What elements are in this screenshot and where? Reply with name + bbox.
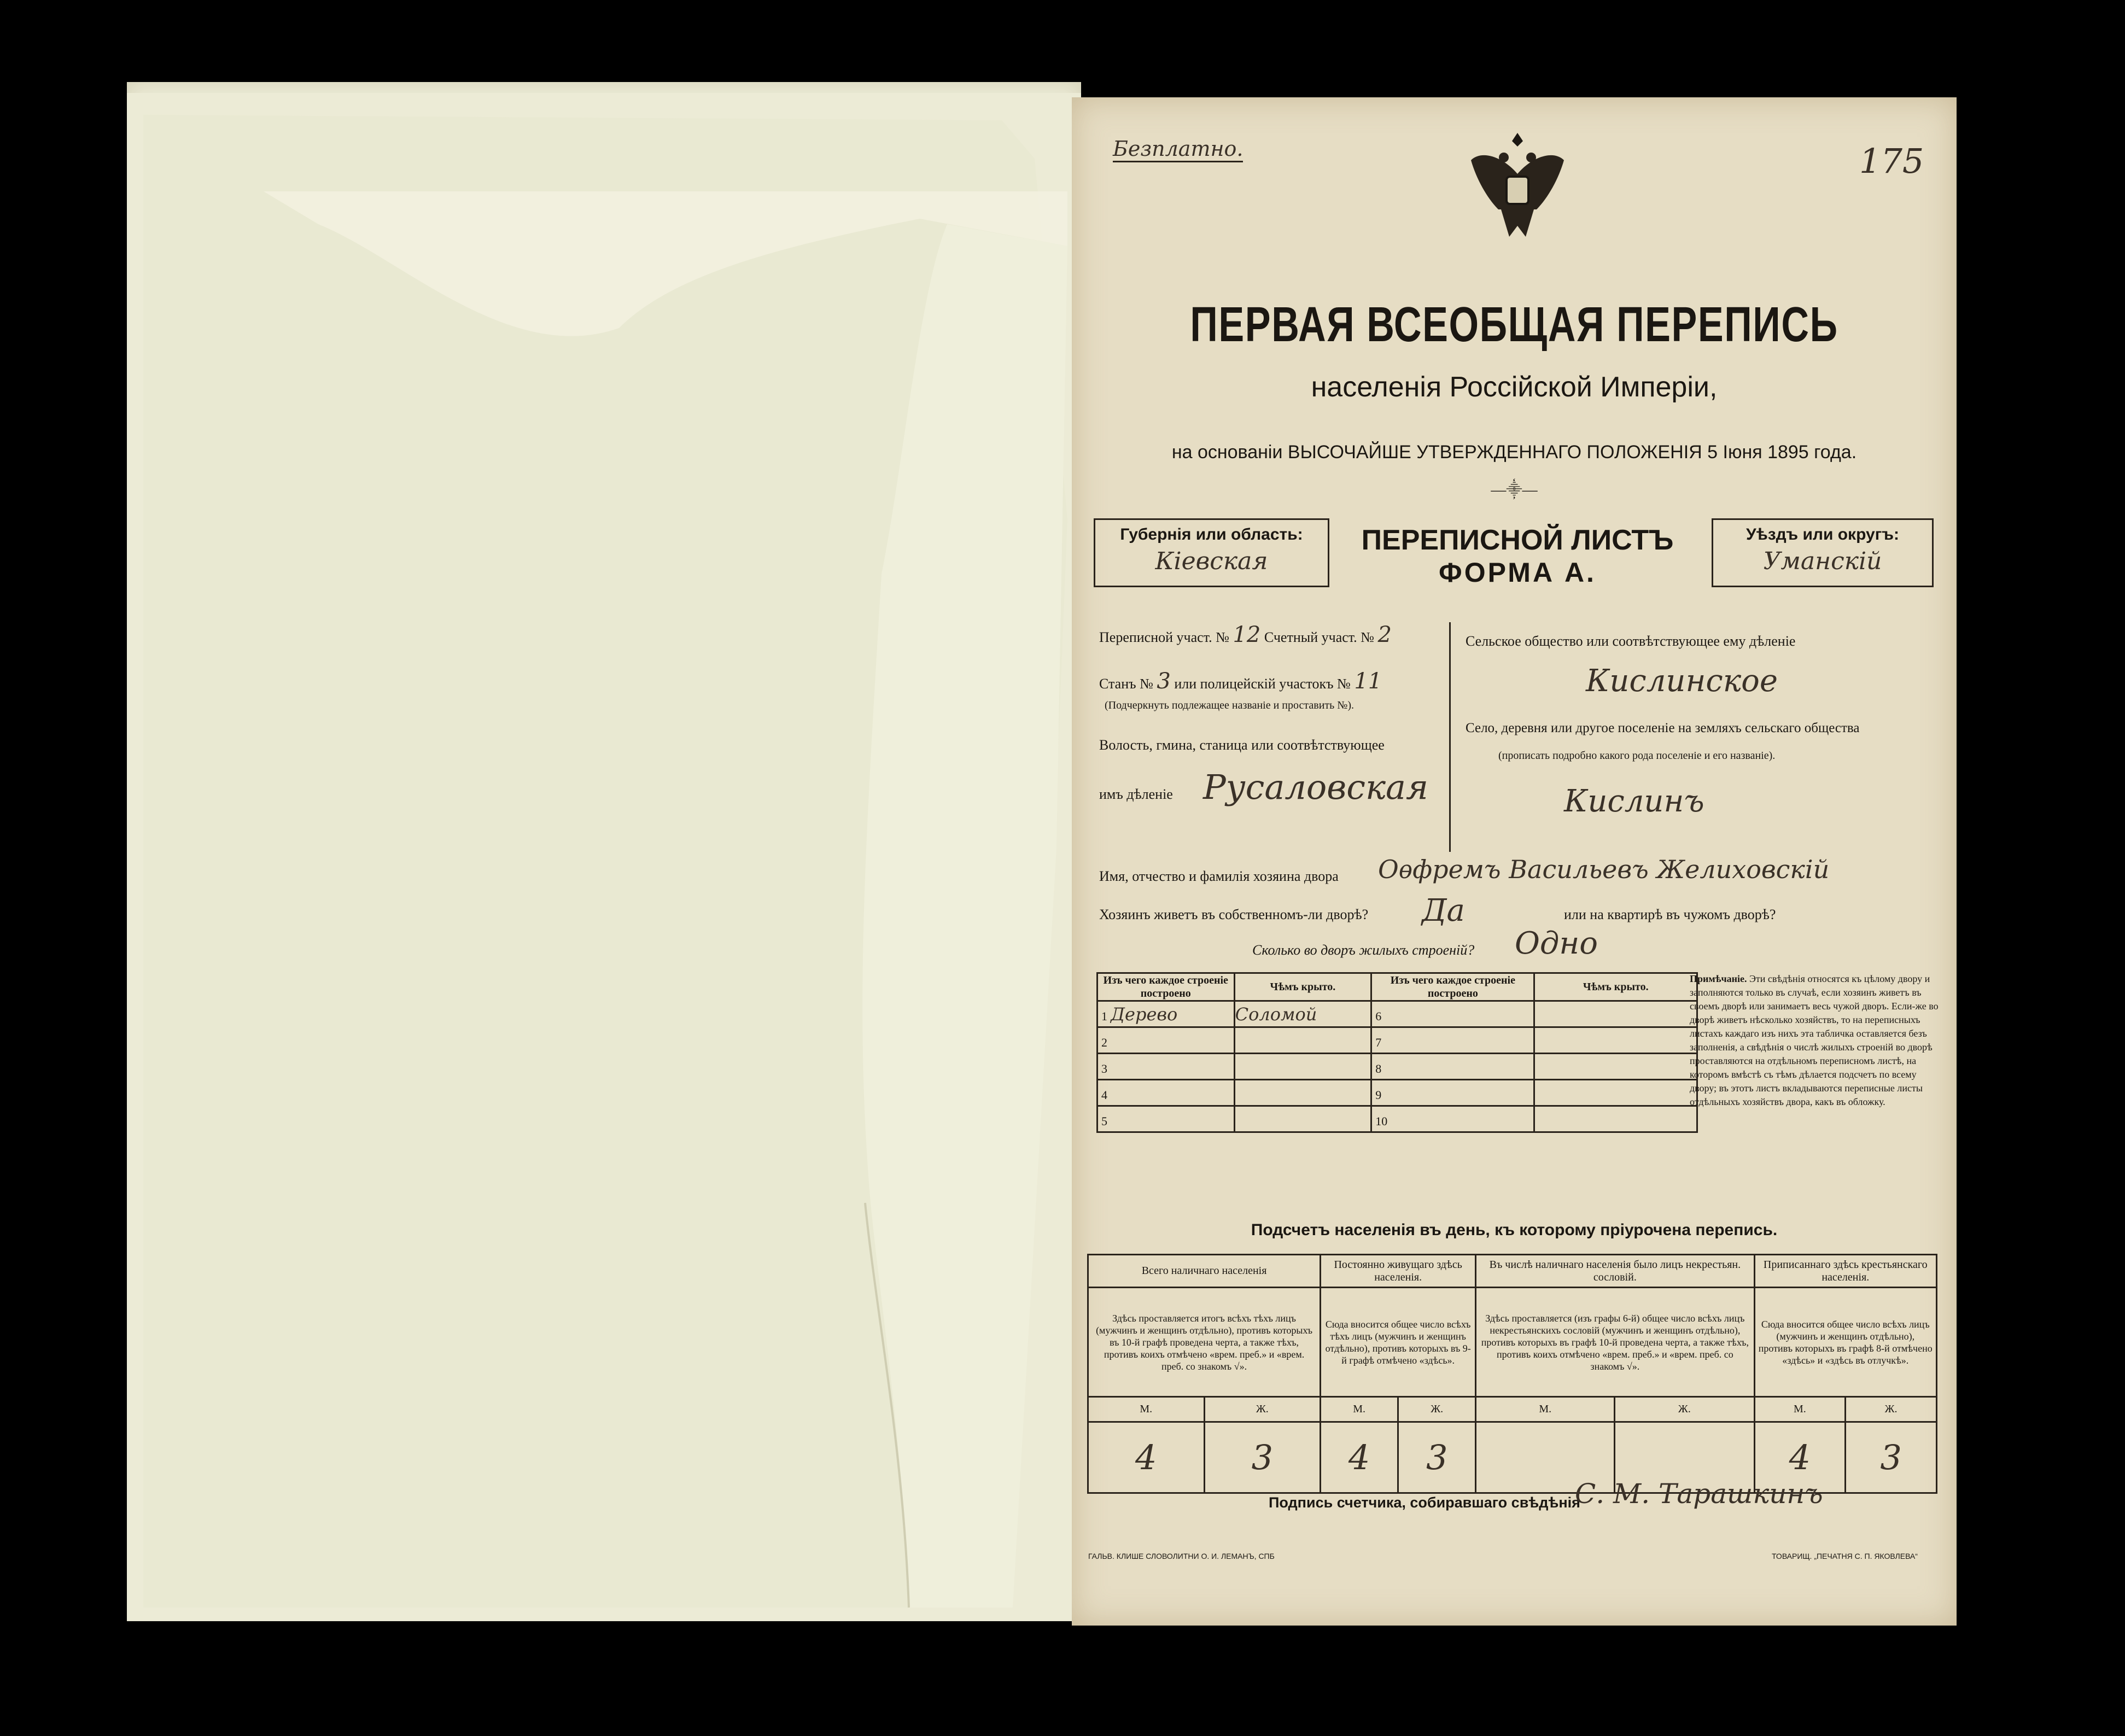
stan-value: 3 [1157, 669, 1171, 694]
pop-f-value: 3 [1204, 1422, 1321, 1493]
building-roof-cell [1534, 1080, 1697, 1106]
village-value: Кислинъ [1564, 784, 1704, 819]
own-yard-label: Хозяинъ живетъ въ собственномъ-ли дворѣ? [1099, 907, 1369, 922]
vertical-divider [1449, 622, 1451, 852]
province-label: Губернія или область: [1120, 525, 1303, 543]
form-subtitle: населенія Россійской Имперіи, [1311, 371, 1718, 403]
buildings-row [1097, 1001, 1697, 1027]
signature-label: Подпись счетчика, собиравшаго свѣдѣнія [1269, 1494, 1580, 1511]
building-material: Дерево [1111, 1003, 1178, 1025]
pop-title-row [1088, 1255, 1937, 1288]
page-number: 175 [1859, 141, 1924, 181]
building-roof-cell [1234, 1027, 1371, 1054]
building-num: 9 [1375, 1088, 1382, 1102]
building-num: 3 [1101, 1061, 1107, 1075]
village-note: (прописать подробно какого рода поселеніе и его названіе). [1498, 750, 1776, 762]
sheet-title: ПЕРЕПИСНОЙ ЛИСТЪ [1361, 524, 1674, 556]
pop-col-desc: Здѣсь проставляется итогъ всѣхъ тѣхъ лицъ (мужчинъ и женщинъ отдѣльно), противъ которыхъ въ 10-й графѣ проведена черта, а также тѣхъ, противъ коихъ отмѣчено «врем. преб.» и «врем. преб. со знакомъ √». [1088, 1288, 1321, 1397]
own-yard-value: Да [1422, 893, 1465, 928]
stan-label: Станъ № [1099, 676, 1153, 692]
underline-note: (Подчеркнуть подлежащее названіе и проставить №). [1105, 699, 1354, 711]
building-roof-cell [1234, 1106, 1371, 1132]
buildings-row [1097, 1054, 1697, 1080]
buildings-row [1097, 1106, 1697, 1132]
census-area-label: Переписной участ. № [1099, 629, 1229, 645]
building-material-cell [1097, 1001, 1235, 1027]
col-roof-a: Чѣмъ крыто. [1234, 973, 1371, 1001]
society-label: Сельское общество или соотвѣтствующее ему дѣленіе [1466, 633, 1796, 649]
pop-col-desc: Сюда вносится общее число всѣхъ лицъ (мужчинъ и женщинъ отдѣльно), противъ которыхъ въ графѣ 8-й отмѣчено «здѣсь» и «здѣсь въ отлучкѣ». [1754, 1288, 1936, 1397]
building-material-cell [1371, 1001, 1534, 1027]
society-value: Кислинское [1586, 663, 1778, 699]
building-roof-cell [1534, 1001, 1697, 1027]
count-area-value: 2 [1377, 622, 1392, 647]
province-value: Кіевская [1155, 547, 1268, 575]
pop-desc-row [1088, 1288, 1937, 1397]
count-area-label: Счетный участ. № [1264, 629, 1374, 645]
village-label: Село, деревня или другое поселеніе на земляхъ сельскаго общества [1466, 721, 1860, 735]
pop-m-label: М. [1321, 1397, 1398, 1422]
form-title: ПЕРВАЯ ВСЕОБЩАЯ ПЕРЕПИСЬ [1190, 297, 1838, 352]
building-material-cell [1371, 1054, 1534, 1080]
building-roof-cell [1234, 1001, 1371, 1027]
col-roof-b: Чѣмъ крыто. [1534, 973, 1697, 1001]
pop-f-label: Ж. [1846, 1397, 1937, 1422]
pop-f-label: Ж. [1615, 1397, 1754, 1422]
building-num: 2 [1101, 1035, 1107, 1049]
buildings-table [1096, 972, 1698, 1133]
pop-f-label: Ж. [1398, 1397, 1476, 1422]
pop-f-value: 3 [1846, 1422, 1937, 1493]
census-area-value: 12 [1233, 622, 1261, 647]
police-value: 11 [1354, 669, 1382, 694]
pop-col-title: Постоянно живущаго здѣсь населенія. [1321, 1255, 1476, 1288]
building-num: 6 [1375, 1009, 1382, 1023]
buildings-value: Одно [1515, 926, 1598, 961]
pop-f-value: 3 [1398, 1422, 1476, 1493]
pop-m-value: 4 [1088, 1422, 1205, 1493]
building-material-cell [1371, 1027, 1534, 1054]
census-area-row [1099, 622, 1392, 647]
district-value: Уманскій [1763, 547, 1882, 575]
buildings-table-header [1097, 973, 1697, 1001]
building-num: 1 [1101, 1009, 1107, 1023]
stan-row [1099, 669, 1382, 694]
owner-name-value: Оѳфремъ Васильевъ Желиховскій [1378, 855, 1830, 884]
police-label: или полицейскій участокъ № [1174, 676, 1351, 692]
building-roof-cell [1234, 1080, 1371, 1106]
building-num: 8 [1375, 1061, 1382, 1075]
building-roof-cell [1534, 1027, 1697, 1054]
volost-value: Русаловская [1203, 767, 1429, 807]
note-text: Эти свѣдѣнія относятся къ цѣлому двору и заполняются только въ случаѣ, если хозяинъ живетъ въ своемъ дворѣ или занимаетъ весь чужой дворъ. Если-же во дворѣ живетъ нѣсколько хозяйствъ, то на переписныхъ листахъ каждаго изъ нихъ эта табличка оставляется безъ заполненія, а свѣдѣнія о числѣ жилыхъ строеній во дворѣ проставляются на отдѣльномъ переписномъ листѣ, на которомъ вмѣстѣ съ тѣмъ дѣлается подсчетъ по всему двору; въ этотъ листъ вкладываются переписные листы отдѣльныхъ хозяйствъ двора, какъ въ обложку. [1690, 973, 1939, 1107]
torn-paper-layer [127, 82, 1081, 1621]
free-label: Безплатно. [1113, 137, 1243, 162]
apartment-label: или на квартирѣ въ чужомъ дворѣ? [1564, 907, 1776, 922]
pop-m-label: М. [1088, 1397, 1205, 1422]
pop-col-desc: Здѣсь проставляется (изъ графы 6-й) общее число всѣхъ лицъ некрестьянскихъ сословій (мужчинъ и женщинъ отдѣльно), противъ которыхъ въ графѣ 10-й проведена черта, а также тѣхъ, противъ коихъ отмѣчено «врем. преб.» и «врем. преб. со знакомъ √». [1476, 1288, 1754, 1397]
building-roof: Соломой [1235, 1003, 1317, 1025]
building-material-cell [1371, 1080, 1534, 1106]
volost-label: Волость, гмина, станица или соотвѣтствующее [1099, 737, 1385, 753]
imperial-eagle-emblem-icon [1460, 127, 1575, 245]
province-box [1094, 518, 1329, 587]
col-material-b: Изъ чего каждое строеніе построено [1371, 973, 1534, 1001]
pop-mf-label-row [1088, 1397, 1937, 1422]
blank-left-page [127, 82, 1081, 1621]
building-material-cell [1097, 1027, 1235, 1054]
owner-name-label: Имя, отчество и фамилія хозяина двора [1099, 868, 1339, 884]
buildings-label: Сколько во дворъ жилыхъ строеній? [1252, 942, 1475, 958]
pop-m-value: 4 [1321, 1422, 1398, 1493]
note-head: Примѣчаніе. [1690, 973, 1747, 984]
building-num: 10 [1375, 1114, 1388, 1128]
col-material-a: Изъ чего каждое строеніе построено [1097, 973, 1235, 1001]
building-num: 5 [1101, 1114, 1107, 1128]
volost-label-2: имъ дѣленіе [1099, 786, 1173, 802]
pop-col-title: Въ числѣ наличнаго населенія было лицъ некрестьян. сословій. [1476, 1255, 1754, 1288]
building-num: 4 [1101, 1088, 1107, 1102]
district-label: Уѣздъ или округъ: [1745, 525, 1900, 543]
pop-col-title: Всего наличнаго населенія [1088, 1255, 1321, 1288]
pop-f-label: Ж. [1204, 1397, 1321, 1422]
building-roof-cell [1234, 1054, 1371, 1080]
pop-m-label: М. [1754, 1397, 1846, 1422]
pop-m-label: М. [1476, 1397, 1615, 1422]
ornament-divider: —⸎— [1491, 482, 1538, 499]
buildings-row [1097, 1080, 1697, 1106]
signature-value: С. М. Тарашкинъ [1575, 1478, 1823, 1510]
district-box [1712, 518, 1934, 587]
building-num: 7 [1375, 1035, 1382, 1049]
building-material-cell [1097, 1080, 1235, 1106]
pop-m-value: 4 [1754, 1422, 1846, 1493]
form-basis: на основаніи ВЫСОЧАЙШЕ УТВЕРЖДЕННАГО ПОЛОЖЕНІЯ 5 Іюня 1895 года. [1171, 442, 1857, 463]
building-material-cell [1097, 1106, 1235, 1132]
buildings-row [1097, 1027, 1697, 1054]
pop-col-desc: Сюда вносится общее число всѣхъ тѣхъ лицъ (мужчинъ и женщинъ отдѣльно), противъ которыхъ въ 9-й графѣ отмѣчено «здѣсь». [1321, 1288, 1476, 1397]
building-material-cell [1097, 1054, 1235, 1080]
footer-right: ТОВАРИЩ. „ПЕЧАТНЯ С. П. ЯКОВЛЕВА“ [1772, 1552, 1918, 1560]
building-material-cell [1371, 1106, 1534, 1132]
form-name: ФОРМА А. [1439, 557, 1596, 588]
pop-col-title: Приписаннаго здѣсь крестьянскаго населенія. [1754, 1255, 1936, 1288]
footer-left: ГАЛЬВ. КЛИШЕ СЛОВОЛИТНИ О. И. ЛЕМАНЪ, СПБ [1088, 1552, 1275, 1560]
population-heading: Подсчетъ населенія въ день, къ которому пріурочена перепись. [1251, 1221, 1778, 1239]
building-roof-cell [1534, 1106, 1697, 1132]
population-table [1087, 1254, 1937, 1494]
census-form-page [1072, 97, 1957, 1626]
note-block [1690, 972, 1944, 1109]
building-roof-cell [1534, 1054, 1697, 1080]
